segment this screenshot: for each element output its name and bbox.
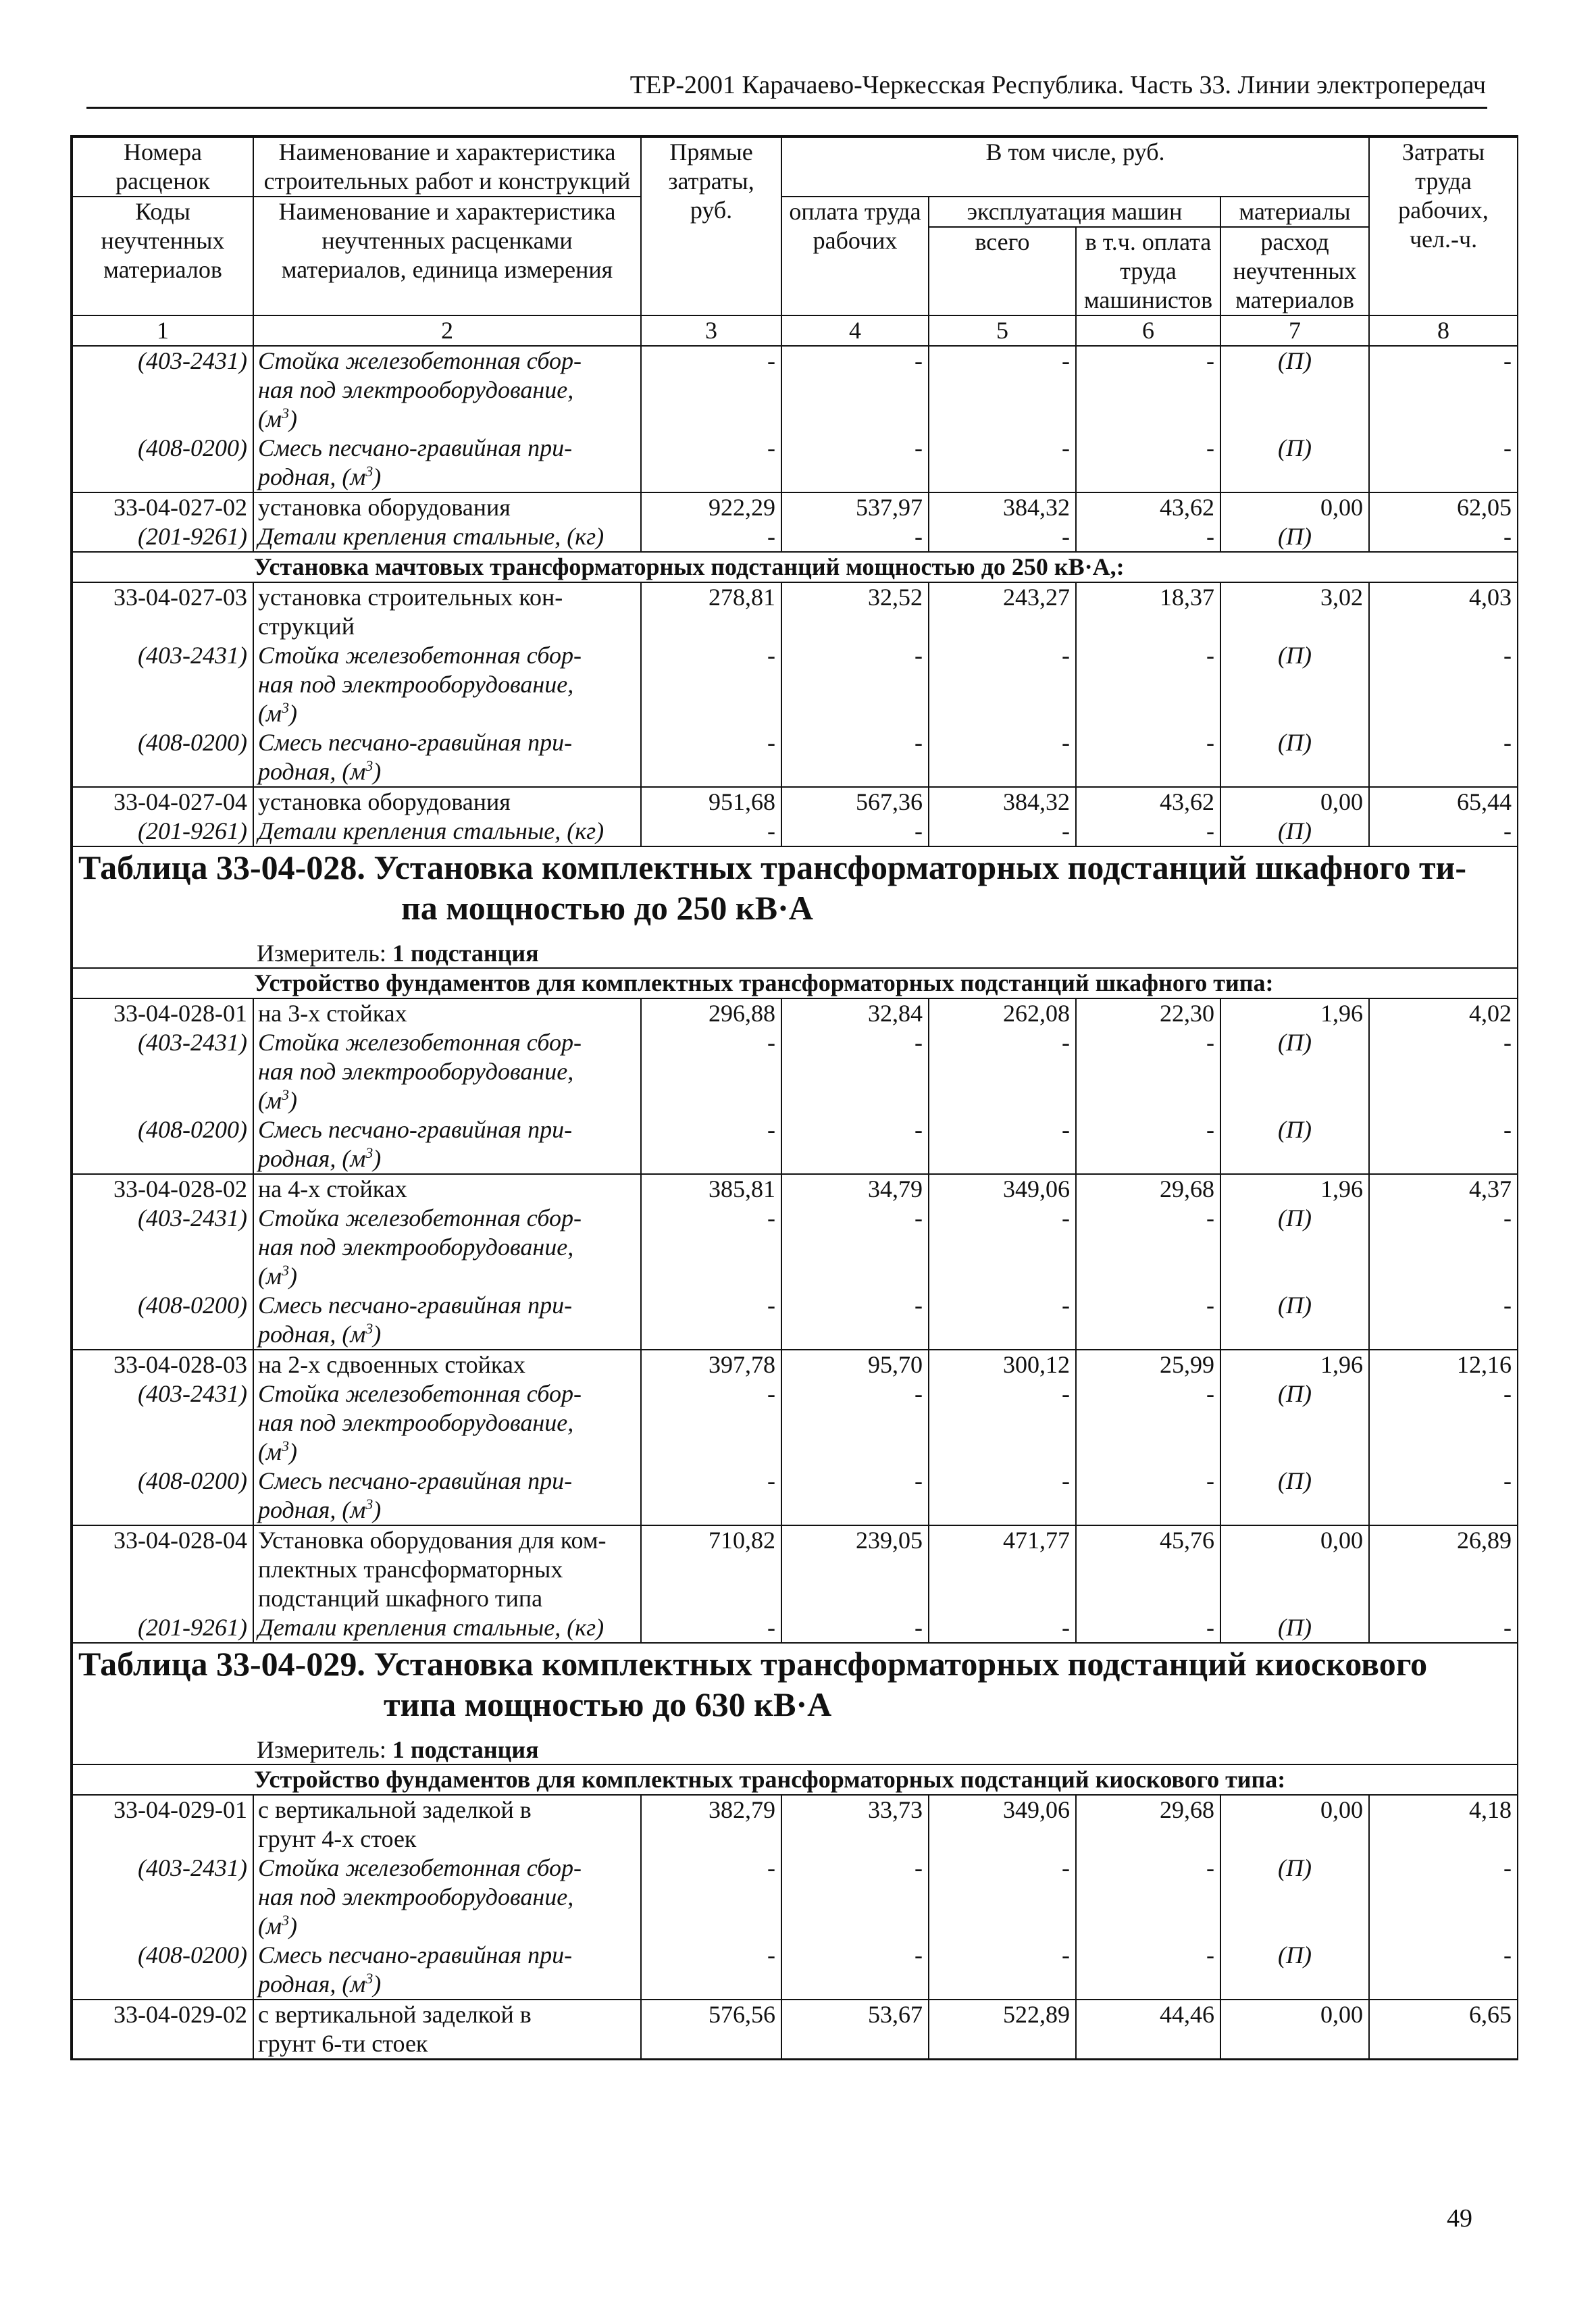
cell-direct: 397,78	[641, 1350, 781, 1379]
material-name: Смесь песчано-гравийная при- родная, $(м^3)$	[253, 1115, 641, 1174]
section-row	[72, 968, 1518, 998]
cell-exp: -	[929, 641, 1076, 728]
cell-expp: 44,46	[1076, 2000, 1220, 2058]
rate-name: на 4-х стойках	[253, 1174, 641, 1204]
cell-expp: -	[1076, 1204, 1220, 1291]
cell-mat: (П)	[1220, 1115, 1369, 1174]
cell-exp: -	[929, 1379, 1076, 1467]
cell-labor: -	[1369, 1379, 1518, 1467]
colnum-5: 5	[929, 315, 1076, 346]
material-name: Детали крепления стальные, (кг)	[253, 522, 641, 552]
cell-pay: -	[781, 1941, 929, 2000]
cell-pay: -	[781, 522, 929, 552]
table-28-title: Таблица 33-04-028. Установка комплектных трансформаторных подстанций шкафного ти-	[78, 848, 1466, 886]
cell-labor: -	[1369, 1467, 1518, 1525]
rate-name: на 2-х сдвоенных стойках	[253, 1350, 641, 1379]
cell-direct: -	[641, 1204, 781, 1291]
material-name: Детали крепления стальные, (кг)	[253, 1613, 641, 1643]
table-row	[72, 1174, 1518, 1204]
material-name: Смесь песчано-гравийная при- родная, $(м^3)$	[253, 728, 641, 787]
cell-exp: -	[929, 728, 1076, 787]
cell-pay: -	[781, 1854, 929, 1941]
cell-labor: 12,16	[1369, 1350, 1518, 1379]
cell-expp: -	[1076, 346, 1220, 434]
cell-expp: -	[1076, 1115, 1220, 1174]
header-row-1	[72, 137, 1518, 197]
cell-mat: (П)	[1220, 728, 1369, 787]
material-code: (408-0200)	[72, 434, 253, 492]
material-name: Смесь песчано-гравийная при- родная, $(м^3)$	[253, 434, 641, 492]
table-row	[72, 346, 1518, 434]
price-grid	[72, 136, 1518, 2058]
rate-code: 33-04-027-03	[72, 582, 253, 641]
table-row	[72, 2000, 1518, 2058]
col-codes-top: Номера расценок	[72, 137, 253, 197]
material-code: (408-0200)	[72, 728, 253, 787]
cell-pay: 95,70	[781, 1350, 929, 1379]
cell-exp: -	[929, 1854, 1076, 1941]
table-row	[72, 1613, 1518, 1643]
cell-exp: -	[929, 1941, 1076, 2000]
cell-direct: -	[641, 1613, 781, 1643]
material-name: Стойка железобетонная сбор- ная под электрооборудование, $(м^3)$	[253, 1204, 641, 1291]
cell-expp: 22,30	[1076, 998, 1220, 1028]
material-name: Стойка железобетонная сбор- ная под электрооборудование, $(м^3)$	[253, 1028, 641, 1115]
cell-direct: -	[641, 1941, 781, 2000]
cell-expp: 43,62	[1076, 787, 1220, 817]
material-code: (403-2431)	[72, 641, 253, 728]
cell-exp: -	[929, 1613, 1076, 1643]
cell-direct: 922,29	[641, 492, 781, 522]
cell-labor: -	[1369, 641, 1518, 728]
cell-exp: 243,27	[929, 582, 1076, 641]
cell-pay: -	[781, 1291, 929, 1350]
rate-name: установка оборудования	[253, 492, 641, 522]
cell-exp: -	[929, 1204, 1076, 1291]
cell-direct: 382,79	[641, 1795, 781, 1854]
material-name: Стойка железобетонная сбор- ная под электрооборудование, $(м^3)$	[253, 641, 641, 728]
material-name: Стойка железобетонная сбор- ная под электрооборудование, $(м^3)$	[253, 1379, 641, 1467]
material-code: (201-9261)	[72, 522, 253, 552]
cell-exp: -	[929, 1028, 1076, 1115]
cell-direct: -	[641, 728, 781, 787]
table-row	[72, 1379, 1518, 1467]
section-row	[72, 1764, 1518, 1795]
material-code: (408-0200)	[72, 1941, 253, 2000]
cell-mat: 3,02	[1220, 582, 1369, 641]
cell-direct: -	[641, 346, 781, 434]
cell-direct: -	[641, 1467, 781, 1525]
rate-code: 33-04-028-01	[72, 998, 253, 1028]
cell-exp: 349,06	[929, 1795, 1076, 1854]
price-table	[70, 135, 1518, 2060]
table-row	[72, 1854, 1518, 1941]
cell-expp: 43,62	[1076, 492, 1220, 522]
cell-labor: 4,03	[1369, 582, 1518, 641]
cell-pay: 32,52	[781, 582, 929, 641]
cell-direct: -	[641, 1854, 781, 1941]
cell-mat: (П)	[1220, 346, 1369, 434]
table-row	[72, 1028, 1518, 1115]
colnum-7: 7	[1220, 315, 1369, 346]
cell-labor: 4,02	[1369, 998, 1518, 1028]
cell-labor: 62,05	[1369, 492, 1518, 522]
cell-direct: 278,81	[641, 582, 781, 641]
cell-exp: 522,89	[929, 2000, 1076, 2058]
cell-exp: -	[929, 1467, 1076, 1525]
rate-code: 33-04-028-02	[72, 1174, 253, 1204]
material-code: (201-9261)	[72, 817, 253, 846]
cell-labor: -	[1369, 522, 1518, 552]
cell-expp: 25,99	[1076, 1350, 1220, 1379]
col-mat-expense: расход неучтенных материалов	[1220, 227, 1369, 315]
cell-expp: -	[1076, 817, 1220, 846]
table-row	[72, 492, 1518, 522]
table-row	[72, 817, 1518, 846]
cell-pay: 239,05	[781, 1525, 929, 1613]
table-row	[72, 1795, 1518, 1854]
col-incl: В том числе, руб.	[781, 137, 1369, 197]
cell-expp: -	[1076, 434, 1220, 492]
cell-mat: (П)	[1220, 817, 1369, 846]
cell-expp: 29,68	[1076, 1795, 1220, 1854]
cell-exp: -	[929, 434, 1076, 492]
material-code: (403-2431)	[72, 346, 253, 434]
colnum-8: 8	[1369, 315, 1518, 346]
material-name: Детали крепления стальные, (кг)	[253, 817, 641, 846]
cell-pay: -	[781, 1467, 929, 1525]
table-row	[72, 787, 1518, 817]
cell-labor: -	[1369, 1115, 1518, 1174]
cell-pay: 33,73	[781, 1795, 929, 1854]
cell-exp: -	[929, 1115, 1076, 1174]
col-name-bottom: Наименование и характеристика неучтенных расценками материалов, единица измерения	[253, 197, 641, 315]
section-title: Устройство фундаментов для комплектных трансформаторных подстанций киоскового типа:	[254, 1766, 1286, 1793]
table-28-title-cont: па мощностью до 250 кВ·А	[401, 889, 813, 927]
cell-direct: -	[641, 434, 781, 492]
cell-mat: 1,96	[1220, 1350, 1369, 1379]
cell-direct: -	[641, 1028, 781, 1115]
cell-labor: -	[1369, 817, 1518, 846]
colnum-3: 3	[641, 315, 781, 346]
cell-exp: 471,77	[929, 1525, 1076, 1613]
cell-mat: (П)	[1220, 1941, 1369, 2000]
colnum-1: 1	[72, 315, 253, 346]
table-28-title-row	[72, 846, 1518, 968]
material-name: Стойка железобетонная сбор- ная под электрооборудование, $(м^3)$	[253, 1854, 641, 1941]
colnum-2: 2	[253, 315, 641, 346]
rate-code: 33-04-029-01	[72, 1795, 253, 1854]
material-code: (408-0200)	[72, 1291, 253, 1350]
cell-pay: 34,79	[781, 1174, 929, 1204]
cell-mat: 1,96	[1220, 998, 1369, 1028]
cell-labor: 6,65	[1369, 2000, 1518, 2058]
cell-expp: 18,37	[1076, 582, 1220, 641]
cell-mat: (П)	[1220, 1291, 1369, 1350]
cell-direct: -	[641, 1379, 781, 1467]
col-materials: материалы	[1220, 197, 1369, 227]
cell-labor: -	[1369, 1854, 1518, 1941]
cell-expp: -	[1076, 641, 1220, 728]
cell-mat: 0,00	[1220, 1525, 1369, 1613]
cell-exp: -	[929, 522, 1076, 552]
cell-pay: -	[781, 1028, 929, 1115]
cell-pay: -	[781, 1204, 929, 1291]
cell-direct: 385,81	[641, 1174, 781, 1204]
cell-labor: 26,89	[1369, 1525, 1518, 1613]
material-name: Смесь песчано-гравийная при- родная, $(м^3)$	[253, 1941, 641, 2000]
material-code: (403-2431)	[72, 1028, 253, 1115]
cell-mat: (П)	[1220, 1467, 1369, 1525]
header-rule	[86, 107, 1487, 109]
col-labor: Затраты труда рабочих, чел.-ч.	[1369, 137, 1518, 315]
rate-name: с вертикальной заделкой в грунт 4-х стоек	[253, 1795, 641, 1854]
table-row	[72, 1350, 1518, 1379]
cell-labor: -	[1369, 728, 1518, 787]
cell-pay: -	[781, 641, 929, 728]
cell-pay: 53,67	[781, 2000, 929, 2058]
rate-name: установка строительных кон- струкций	[253, 582, 641, 641]
table-row	[72, 1467, 1518, 1525]
cell-pay: 567,36	[781, 787, 929, 817]
cell-labor: -	[1369, 346, 1518, 434]
cell-mat: (П)	[1220, 434, 1369, 492]
table-row	[72, 1204, 1518, 1291]
table-29-measure: Измеритель: 1 подстанция	[257, 1736, 539, 1763]
cell-direct: 576,56	[641, 2000, 781, 2058]
material-code: (408-0200)	[72, 1115, 253, 1174]
table-29-title: Таблица 33-04-029. Установка комплектных трансформаторных подстанций киоскового	[78, 1645, 1428, 1683]
cell-mat: (П)	[1220, 1204, 1369, 1291]
cell-pay: 32,84	[781, 998, 929, 1028]
cell-direct: -	[641, 1115, 781, 1174]
cell-mat: 1,96	[1220, 1174, 1369, 1204]
cell-expp: -	[1076, 1467, 1220, 1525]
material-code: (403-2431)	[72, 1854, 253, 1941]
cell-pay: -	[781, 817, 929, 846]
cell-mat: (П)	[1220, 1613, 1369, 1643]
colnum-6: 6	[1076, 315, 1220, 346]
cell-mat: 0,00	[1220, 1795, 1369, 1854]
cell-labor: 4,18	[1369, 1795, 1518, 1854]
table-row	[72, 641, 1518, 728]
section-title: Устройство фундаментов для комплектных трансформаторных подстанций шкафного типа:	[254, 969, 1274, 996]
col-exploit-incl: в т.ч. оплата труда машинистов	[1076, 227, 1220, 315]
material-name: Смесь песчано-гравийная при- родная, $(м^3)$	[253, 1467, 641, 1525]
cell-labor: -	[1369, 1204, 1518, 1291]
cell-labor: 4,37	[1369, 1174, 1518, 1204]
col-exploit: эксплуатация машин	[929, 197, 1220, 227]
cell-expp: -	[1076, 1379, 1220, 1467]
material-code: (201-9261)	[72, 1613, 253, 1643]
rate-name: с вертикальной заделкой в грунт 6-ти стоек	[253, 2000, 641, 2058]
cell-pay: -	[781, 434, 929, 492]
cell-expp: -	[1076, 522, 1220, 552]
table-row	[72, 998, 1518, 1028]
cell-direct: -	[641, 522, 781, 552]
cell-pay: -	[781, 1379, 929, 1467]
cell-mat: (П)	[1220, 1028, 1369, 1115]
rate-name: на 3-х стойках	[253, 998, 641, 1028]
material-name: Стойка железобетонная сбор- ная под электрооборудование, $(м^3)$	[253, 346, 641, 434]
rate-code: 33-04-027-02	[72, 492, 253, 522]
cell-expp: -	[1076, 1854, 1220, 1941]
cell-labor: -	[1369, 1941, 1518, 2000]
section-row	[72, 552, 1518, 582]
cell-mat: (П)	[1220, 1379, 1369, 1467]
cell-expp: 29,68	[1076, 1174, 1220, 1204]
col-direct: Прямые затраты, руб.	[641, 137, 781, 315]
cell-pay: -	[781, 728, 929, 787]
rate-code: 33-04-027-04	[72, 787, 253, 817]
table-row	[72, 1291, 1518, 1350]
cell-direct: 951,68	[641, 787, 781, 817]
cell-exp: 349,06	[929, 1174, 1076, 1204]
cell-pay: 537,97	[781, 492, 929, 522]
cell-labor: 65,44	[1369, 787, 1518, 817]
cell-expp: -	[1076, 1028, 1220, 1115]
table-28-measure: Измеритель: 1 подстанция	[257, 940, 539, 967]
cell-direct: 296,88	[641, 998, 781, 1028]
rate-code: 33-04-028-04	[72, 1525, 253, 1613]
table-29-title-row	[72, 1643, 1518, 1764]
cell-exp: -	[929, 817, 1076, 846]
table-row	[72, 1115, 1518, 1174]
cell-labor: -	[1369, 434, 1518, 492]
table-row	[72, 728, 1518, 787]
material-code: (403-2431)	[72, 1379, 253, 1467]
page-header-title: ТЕР-2001 Карачаево-Черкесская Республика. Часть 33. Линии электропередач	[629, 71, 1486, 99]
rate-code: 33-04-029-02	[72, 2000, 253, 2058]
cell-exp: -	[929, 1291, 1076, 1350]
header-row-2	[72, 197, 1518, 227]
cell-expp: -	[1076, 1613, 1220, 1643]
cell-mat: 0,00	[1220, 787, 1369, 817]
cell-labor: -	[1369, 1291, 1518, 1350]
cell-exp: 262,08	[929, 998, 1076, 1028]
rate-name: установка оборудования	[253, 787, 641, 817]
cell-direct: -	[641, 817, 781, 846]
cell-expp: -	[1076, 1291, 1220, 1350]
table-row	[72, 434, 1518, 492]
material-code: (403-2431)	[72, 1204, 253, 1291]
section-title: Установка мачтовых трансформаторных подстанций мощностью до 250 кВ·А,:	[254, 553, 1125, 580]
column-numbers	[72, 315, 1518, 346]
cell-pay: -	[781, 1613, 929, 1643]
cell-mat: (П)	[1220, 1854, 1369, 1941]
cell-mat: 0,00	[1220, 492, 1369, 522]
rate-code: 33-04-028-03	[72, 1350, 253, 1379]
cell-exp: 384,32	[929, 492, 1076, 522]
rate-name: Установка оборудования для ком- плектных трансформаторных подстанций шкафного типа	[253, 1525, 641, 1613]
table-row	[72, 1941, 1518, 2000]
cell-direct: 710,82	[641, 1525, 781, 1613]
cell-exp: -	[929, 346, 1076, 434]
cell-mat: (П)	[1220, 641, 1369, 728]
table-row	[72, 582, 1518, 641]
colnum-4: 4	[781, 315, 929, 346]
cell-expp: -	[1076, 728, 1220, 787]
cell-expp: 45,76	[1076, 1525, 1220, 1613]
col-pay: оплата труда рабочих	[781, 197, 929, 315]
page-number: 49	[1447, 2204, 1472, 2233]
table-row	[72, 522, 1518, 552]
material-name: Смесь песчано-гравийная при- родная, $(м^3)$	[253, 1291, 641, 1350]
cell-pay: -	[781, 346, 929, 434]
table-row	[72, 1525, 1518, 1613]
cell-labor: -	[1369, 1613, 1518, 1643]
cell-direct: -	[641, 1291, 781, 1350]
cell-pay: -	[781, 1115, 929, 1174]
col-name-top: Наименование и характеристика строительных работ и конструкций	[253, 137, 641, 197]
material-code: (408-0200)	[72, 1467, 253, 1525]
cell-exp: 384,32	[929, 787, 1076, 817]
cell-expp: -	[1076, 1941, 1220, 2000]
cell-mat: 0,00	[1220, 2000, 1369, 2058]
cell-exp: 300,12	[929, 1350, 1076, 1379]
col-codes-bottom: Коды неучтенных материалов	[72, 197, 253, 315]
cell-mat: (П)	[1220, 522, 1369, 552]
col-exploit-all: всего	[929, 227, 1076, 315]
cell-labor: -	[1369, 1028, 1518, 1115]
table-29-title-cont: типа мощностью до 630 кВ·А	[384, 1685, 832, 1723]
cell-direct: -	[641, 641, 781, 728]
